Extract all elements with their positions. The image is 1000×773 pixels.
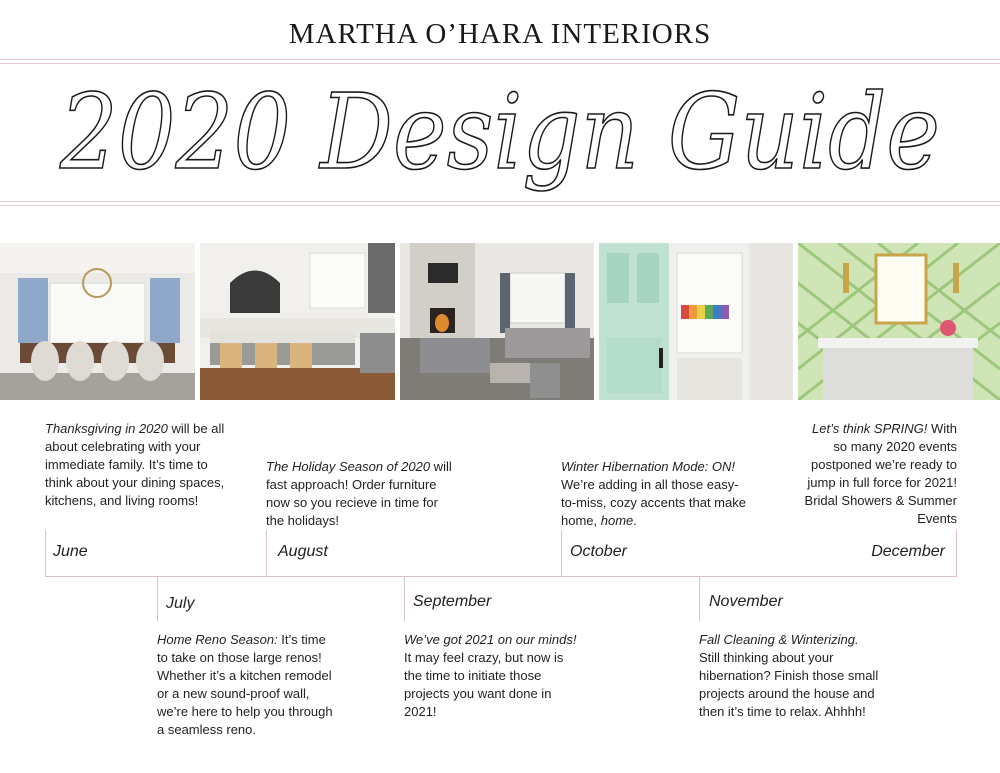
tick-september (404, 576, 405, 621)
living-room-icon (400, 243, 594, 400)
october-lead: Winter Hibernation Mode: ON! (561, 459, 736, 474)
tick-october (561, 530, 562, 576)
month-october: October (570, 543, 627, 560)
timeline-axis (45, 576, 957, 577)
july-body: It’s time to take on those large renos! Whether it’s a kitchen remodel or a new sound-proof wall, we’re here to help you through a seamless reno. (157, 632, 333, 737)
november-lead: Fall Cleaning & Winterizing. (699, 632, 859, 647)
december-body: With so many 2020 events postponed we’re ready to jump in full force for 2021! Bridal Showers & Summer Events (804, 421, 957, 526)
july-description (157, 631, 337, 739)
brand-name: MARTHA O’HARA INTERIORS (288, 18, 712, 50)
september-body: It may feel crazy, but now is the time to initiate those projects you want done in 2021! (404, 650, 564, 719)
june-description (45, 420, 230, 510)
tick-july (157, 576, 158, 621)
july-lead: Home Reno Season: (157, 632, 278, 647)
october-description (561, 458, 753, 530)
month-november: November (709, 593, 783, 610)
tick-december (956, 530, 957, 576)
kitchen-icon (200, 243, 395, 400)
living-room-photo (400, 243, 594, 400)
october-body: We’re adding in all those easy-to-miss, cozy accents that make home, (561, 477, 746, 528)
mudroom-icon (599, 243, 793, 400)
month-december: December (871, 543, 945, 560)
october-end: . (633, 513, 637, 528)
bathroom-photo (798, 243, 1000, 400)
script-title-text: 2020 Design Guide (59, 71, 941, 193)
august-body: will fast approach! Order furniture now so you recieve in time for the holidays! (266, 459, 452, 528)
december-description (795, 420, 957, 528)
month-june: June (53, 543, 88, 560)
june-lead: Thanksgiving in 2020 (45, 421, 168, 436)
november-description (699, 631, 879, 721)
dining-room-photo (0, 243, 195, 400)
month-august: August (278, 543, 328, 560)
september-lead: We’ve got 2021 on our minds! (404, 632, 577, 647)
bathroom-icon (798, 243, 1000, 400)
month-july: July (166, 595, 195, 612)
dining-room-icon (0, 243, 195, 400)
august-lead: The Holiday Season of 2020 (266, 459, 431, 474)
august-description (266, 458, 456, 530)
june-body: will be all about celebrating with your immediate family. It’s time to think about your dining spaces, kitchens, and living rooms! (45, 421, 225, 508)
tick-november (699, 576, 700, 621)
october-tail: home (600, 513, 634, 528)
tick-june (45, 530, 46, 576)
kitchen-photo (200, 243, 395, 400)
tick-august (266, 530, 267, 576)
photo-strip (0, 243, 1000, 400)
mudroom-photo (599, 243, 793, 400)
december-lead: Let’s think SPRING! (812, 421, 928, 436)
bottom-rule-1 (0, 201, 1000, 202)
bottom-rule-2 (0, 205, 1000, 206)
month-september: September (413, 593, 492, 610)
september-description (404, 631, 584, 721)
november-body: Still thinking about your hibernation? Finish those small projects around the house and then it’s time to relax. Ahhhh! (699, 650, 879, 719)
